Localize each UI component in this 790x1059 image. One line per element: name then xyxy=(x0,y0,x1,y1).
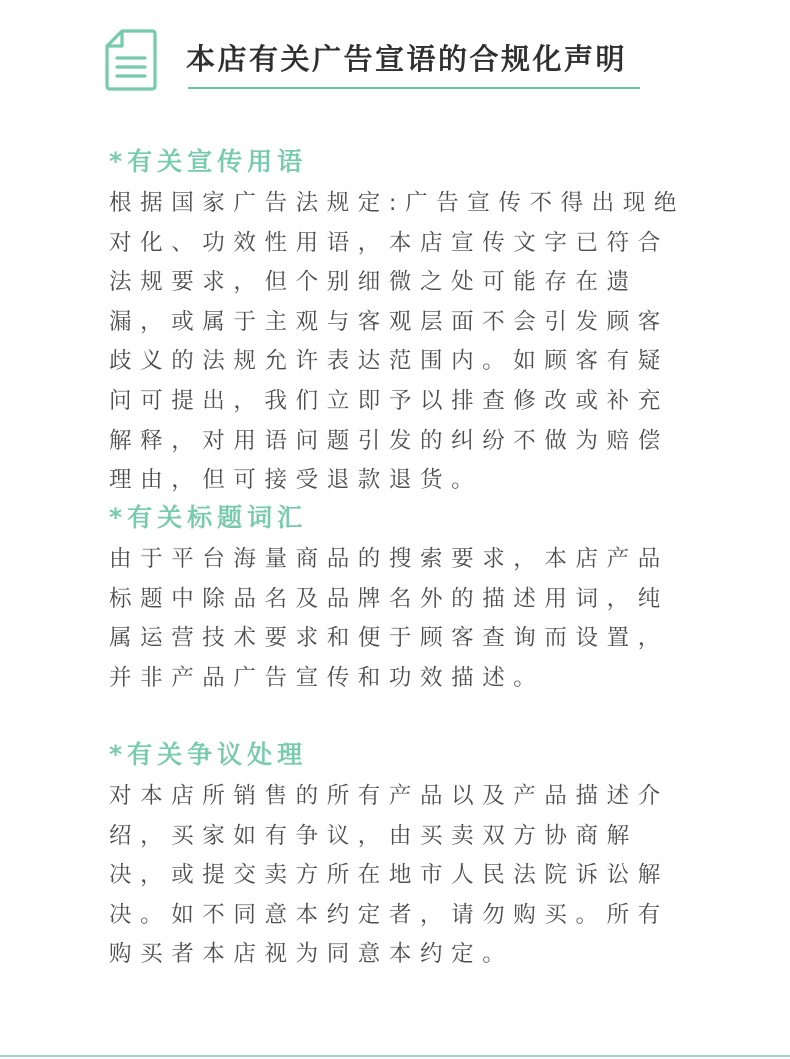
document-icon xyxy=(104,28,158,92)
section-body: 由于平台海量商品的搜索要求，本店产品标题中除品名及品牌名外的描述用词，纯属运营技术要求和便于顾客查询而设置，并非产品广告宣传和功效描述。 xyxy=(109,546,669,691)
section-advertising-terms xyxy=(109,146,699,501)
header xyxy=(104,28,644,92)
page-title: 本店有关广告宣语的合规化声明 xyxy=(186,42,628,76)
section-heading: *有关争议处理 xyxy=(109,740,308,769)
section-body: 对本店所销售的所有产品以及产品描述介绍，买家如有争议，由买卖双方协商解决，或提交卖方所在地市人民法院诉讼解决。如不同意本约定者，请勿购买。所有购买者本店视为同意本约定。 xyxy=(109,783,669,968)
section-heading: *有关宣传用语 xyxy=(109,147,308,176)
section-dispute-resolution xyxy=(109,739,699,975)
section-heading: *有关标题词汇 xyxy=(109,503,308,532)
bottom-divider xyxy=(0,1055,790,1057)
section-body: 根据国家广告法规定:广告宣传不得出现绝对化、功效性用语，本店宣传文字已符合法规要求，但个别细微之处可能存在遗漏，或属于主观与客观层面不会引发顾客歧义的法规允许表达范围内。如顾客有疑问可提出，我们立即予以排查修改或补充解释，对用语问题引发的纠纷不做为赔偿理由，但可接受退款退货。 xyxy=(109,190,685,494)
title-underline xyxy=(188,87,640,89)
section-title-keywords xyxy=(109,502,699,698)
